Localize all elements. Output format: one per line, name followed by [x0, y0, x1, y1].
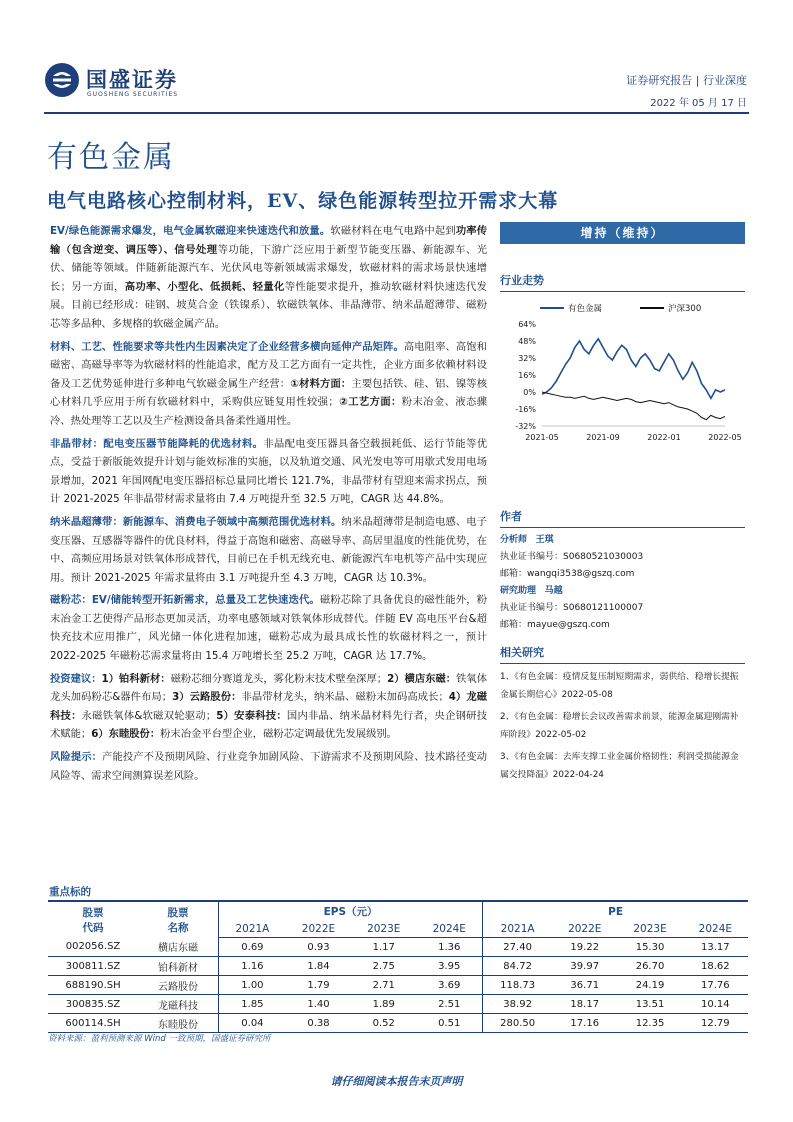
pe-value: 118.73: [483, 976, 552, 995]
industry-title: 有色金属: [47, 140, 175, 175]
y-tick-label: 16%: [518, 371, 536, 380]
paragraph-investment: 投资建议：1）铂科新材：磁粉芯细分赛道龙头，雾化粉末技术壁垒深厚；2）横店东磁：铁氧体龙头加码粉芯&器件布局；3）云路股份：非晶带材龙头，纳米晶、磁粉末加码高成长；4）龙磁科技：永磁铁氧体&软磁双轮驱动；5）安泰科技：国内非晶、纳米晶材料先行者，央企钢研技术赋能；6）东睦股份：粉末冶金平台型企业，磁粉芯定调最优先发展级别。: [50, 672, 488, 741]
eps-value: 0.93: [286, 938, 351, 957]
col-year: 2024E: [683, 921, 748, 938]
eps-value: 0.04: [219, 1014, 286, 1033]
rating-badge: 增持（维持）: [500, 222, 745, 244]
pe-value: 27.40: [483, 938, 552, 957]
table-row: [48, 1014, 748, 1033]
paragraph-amorphous: 非晶带材：配电变压器节能降耗的优选材料。非晶配电变压器具备空载损耗低、运行节能等优点，受益于新版能效提升计划与能效标准的实施，以及轨道交通、风光发电等可用歇式发用电场景增加，2021 年国网配电变压器招标总量同比增长 121.7%，非晶带材有望迎来需求拐点，预计 2021-2025 年非晶带材需求量将由 7.4 万吨提升至 32.5 万吨，CAGR 达 44.8%。: [50, 437, 488, 506]
header-divider: [44, 112, 749, 114]
stocks-table: [48, 900, 748, 1033]
eps-value: 0.69: [219, 938, 286, 957]
pe-value: 17.76: [683, 976, 748, 995]
pe-value: 17.16: [552, 1014, 617, 1033]
trend-chart: [500, 298, 745, 458]
paragraph-overview: EV/绿色能源需求爆发，电气金属软磁迎来快速迭代和放量。软磁材料在电气电路中起到功率传输（包含逆变、调压等）、信号处理等功能，下游广泛应用于新型节能变压器、新能源车、光伏、储能等领域。伴随新能源汽车、光伏风电等新领域需求爆发，软磁材料的需求场景快速增长；另一方面，高功率、小型化、低损耗、轻量化等性能要求提升，推动软磁材料快速迭代发展。目前已经形成：硅钢、坡莫合金（铁镍系）、软磁铁氧体、非晶薄带、纳米晶超薄带、磁粉芯等多品种、多规格的软磁金属产品。: [50, 225, 488, 330]
y-tick-label: -16%: [515, 405, 536, 414]
analyst-2-email[interactable]: mayue@gszq.com: [527, 620, 610, 630]
series-line-csi300: [542, 392, 725, 420]
eps-value: 1.84: [286, 957, 351, 976]
related-item[interactable]: 1、《有色金属：疫情反复压制短期需求，弱供给、稳增长提振金属长期信心》2022-05-08: [500, 672, 739, 700]
pe-value: 84.72: [483, 957, 552, 976]
y-tick-label: 0%: [523, 388, 536, 397]
col-eps: EPS（元）: [219, 901, 483, 921]
eps-value: 2.71: [351, 976, 416, 995]
eps-value: 0.52: [351, 1014, 416, 1033]
paragraph-risk: 风险提示：产能投产不及预期风险、行业竞争加剧风险、下游需求不及预期风险、技术路径变动风险等、需求空间测算误差风险。: [50, 751, 488, 782]
eps-value: 0.51: [416, 1014, 482, 1033]
table-row: [48, 938, 748, 957]
sidebar: [500, 222, 745, 784]
trend-title: 行业走势: [500, 272, 745, 292]
col-code: 股票 代码: [48, 901, 138, 938]
eps-value: 1.36: [416, 938, 482, 957]
stock-code: 300835.SZ: [48, 995, 138, 1014]
eps-value: 1.17: [351, 938, 416, 957]
table-row: [48, 995, 748, 1014]
eps-value: 1.16: [219, 957, 286, 976]
stock-name: 东睦股份: [138, 1014, 219, 1033]
eps-value: 1.00: [219, 976, 286, 995]
legend-label: 有色金属: [568, 304, 603, 314]
paragraph-nanocrystal: 纳米晶超薄带：新能源车、消费电子领域中高频范围优选材料。纳米晶超薄带是制造电感、电子变压器、互感器等器件的优良材料，得益于高饱和磁密、高磁导率、高居里温度的性能优势，在中、高频应用场景对铁氧体形成替代，目前已在手机无线充电、新能源汽车电机等产品中实现应用。预计 2021-2025 年需求量将由 3.1 万吨提升至 4.3 万吨，CAGR 达 10.3%。: [50, 515, 487, 584]
eps-value: 3.95: [416, 957, 482, 976]
stock-name: 铂科新材: [138, 957, 219, 976]
table-source: 资料来源：盈利预测来源 Wind 一致预期，国盛证券研究所: [48, 1034, 271, 1044]
col-year: 2021A: [483, 921, 552, 938]
pe-value: 18.17: [552, 995, 617, 1014]
table-row: [48, 976, 748, 995]
related-list: [500, 668, 745, 784]
analyst-1-email[interactable]: wangqi3538@gszq.com: [527, 569, 635, 579]
stock-code: 002056.SZ: [48, 938, 138, 957]
col-pe: PE: [483, 901, 748, 921]
eps-value: 1.79: [286, 976, 351, 995]
legend-label: 沪深300: [668, 304, 702, 314]
y-tick-label: -32%: [515, 422, 536, 431]
eps-value: 1.85: [219, 995, 286, 1014]
eps-value: 3.69: [416, 976, 482, 995]
pe-value: 10.14: [683, 995, 748, 1014]
pe-value: 38.92: [483, 995, 552, 1014]
series-line-nonferrous: [542, 339, 725, 399]
logo-subtext: GUOSHENG SECURITIES: [87, 91, 179, 98]
pe-value: 24.19: [617, 976, 682, 995]
pe-value: 13.17: [683, 938, 748, 957]
related-item[interactable]: 3、《有色金属：去库支撑工业金属价格韧性；利润受损能源金属交投降温》2022-04-24: [500, 752, 739, 780]
pe-value: 12.35: [617, 1014, 682, 1033]
col-year: 2021A: [219, 921, 286, 938]
pe-value: 36.71: [552, 976, 617, 995]
paragraph-powder-core: 磁粉芯：EV/储能转型开拓新需求，总量及工艺快速迭代。磁粉芯除了具备优良的磁性能外，粉末冶金工艺使得产品形态更加灵活，功率电感领域对铁氧体形成替代。伴随 EV 高电压平台&超快充技术应用推广，风光储一体化进程加速，磁粉芯成为最具成长性的软磁材料之一，预计 2022-2025 年磁粉芯需求量将由 15.4 万吨增长至 25.2 万吨，CAGR 达 17.7%。: [50, 594, 488, 663]
eps-value: 0.38: [286, 1014, 351, 1033]
paragraph-matrix: 材料、工艺、性能要求等共性内生因素决定了企业经营多横向延伸产品矩阵。高电阻率、高饱和磁密、高磁导率等为软磁材料的性能追求，配方及工艺方面有一定共性，企业方面多依赖材料设备及工艺优势延伸进行多种电气软磁金属生产经营：①材料方面：主要包括铁、硅、铝、镍等核心材料几乎应用于所有软磁材料中，采购供应链复用性较强；②工艺方面：粉末冶金、液态骤冷、热处理等工艺以及生产检测设备具备柔性通用性。: [50, 340, 488, 427]
related-title: 相关研究: [500, 644, 745, 664]
col-year: 2022E: [286, 921, 351, 938]
pe-value: 18.62: [683, 957, 748, 976]
y-tick-label: 48%: [518, 337, 536, 346]
pe-value: 12.79: [683, 1014, 748, 1033]
col-name: 股票 名称: [138, 901, 219, 938]
report-title: 电气电路核心控制材料，EV、绿色能源转型拉开需求大幕: [47, 190, 559, 212]
stock-name: 龙磁科技: [138, 995, 219, 1014]
pe-value: 15.30: [617, 938, 682, 957]
pe-value: 39.97: [552, 957, 617, 976]
y-tick-label: 64%: [518, 320, 536, 329]
author-title: 作者: [500, 508, 745, 528]
report-type: 证券研究报告 | 行业深度: [626, 74, 747, 87]
stock-code: 600114.SH: [48, 1014, 138, 1033]
stocks-section-title: 重点标的: [49, 886, 91, 898]
analyst-1: 分析师 王琪 执业证书编号：S0680521030003 邮箱：wangqi3538@gszq.com: [500, 535, 644, 579]
x-tick-label: 2021-09: [586, 433, 620, 442]
guosheng-logo-icon: [44, 62, 80, 98]
report-body: [50, 222, 487, 789]
col-year: 2024E: [416, 921, 482, 938]
stock-name: 云路股份: [138, 976, 219, 995]
stock-name: 横店东磁: [138, 938, 219, 957]
stock-code: 300811.SZ: [48, 957, 138, 976]
x-tick-label: 2021-05: [525, 433, 559, 442]
pe-value: 280.50: [483, 1014, 552, 1033]
footer-disclaimer: 请仔细阅读本报告末页声明: [330, 1075, 463, 1088]
analyst-2: 研究助理 马越 执业证书编号：S0680121100007 邮箱：mayue@gszq.com: [500, 586, 644, 630]
related-item[interactable]: 2、《有色金属：稳增长会议改善需求前景，能源金属迎刚需补库阶段》2022-05-02: [500, 712, 739, 740]
table-row: [48, 957, 748, 976]
eps-value: 2.51: [416, 995, 482, 1014]
col-year: 2023E: [351, 921, 416, 938]
eps-value: 2.75: [351, 957, 416, 976]
col-year: 2022E: [552, 921, 617, 938]
pe-value: 13.51: [617, 995, 682, 1014]
eps-value: 1.40: [286, 995, 351, 1014]
report-date: 2022 年 05 月 17 日: [650, 98, 747, 109]
eps-value: 1.89: [351, 995, 416, 1014]
stock-code: 688190.SH: [48, 976, 138, 995]
col-year: 2023E: [617, 921, 682, 938]
y-tick-label: 32%: [518, 354, 536, 363]
x-tick-label: 2022-05: [708, 433, 742, 442]
pe-value: 26.70: [617, 957, 682, 976]
x-tick-label: 2022-01: [647, 433, 681, 442]
pe-value: 19.22: [552, 938, 617, 957]
logo-text: 国盛证券: [86, 68, 178, 92]
